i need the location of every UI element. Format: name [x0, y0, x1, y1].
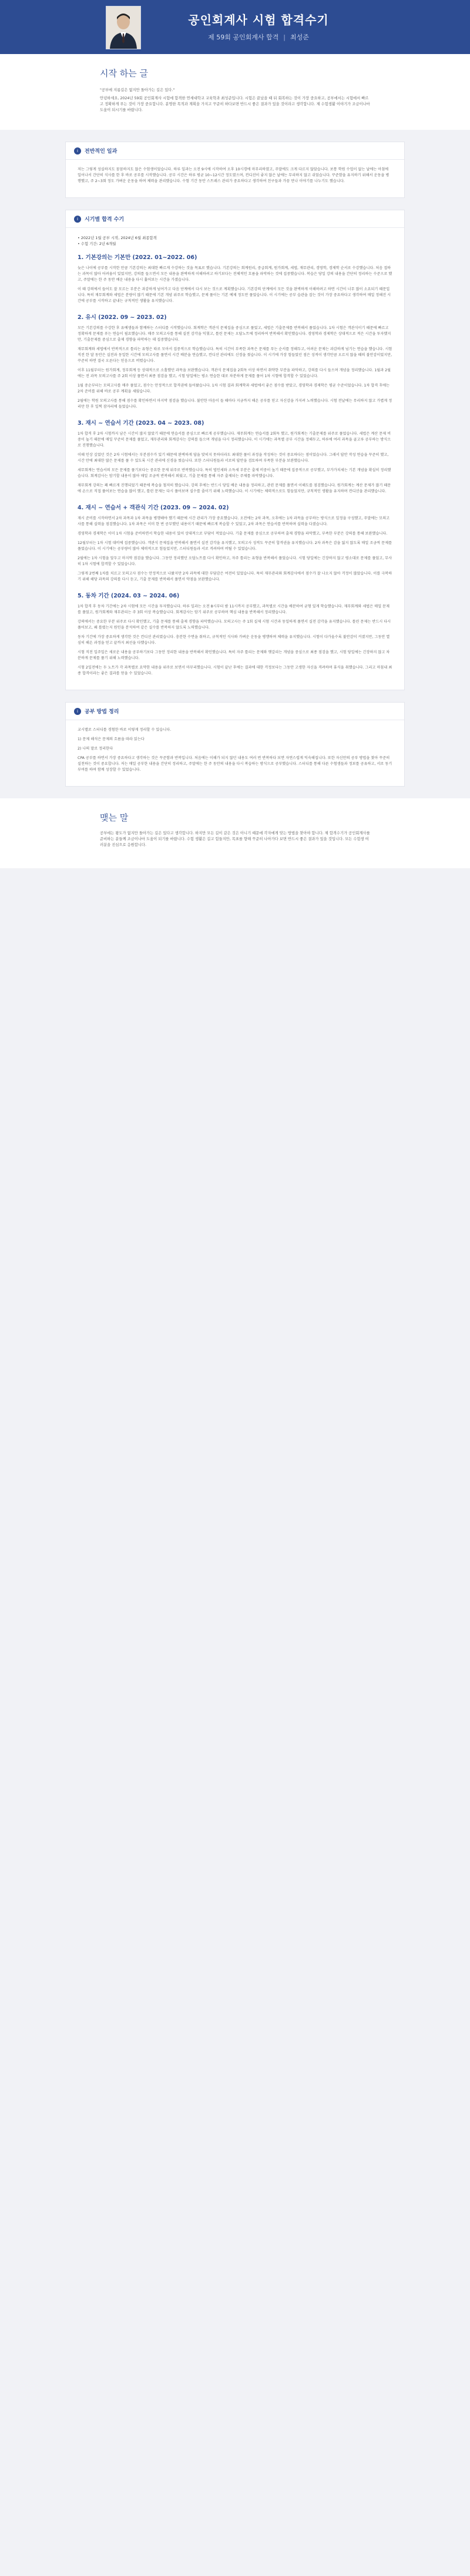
section-paragraph: 시험 직전 일주일은 새로운 내용을 공부하기보다 그동안 정리한 내용을 반복해서 확인했습니다. 특히 자주 틀리는 문제와 헷갈리는 개념을 중심으로 최종 점검을 했고, 시험 당일에는 긴장하지 않고 차분하게 문제를 풀기 위해 노력했습니다.	[78, 650, 390, 660]
section-paragraph: 강의에서는 중요한 부분 위주로 다시 확인했고, 기출 문제를 통해 출제 경향을 파악했습니다. 모의고사는 주 1회 실제 시험 시간과 동일하게 풀면서 실전 감각을 유지했습니다. 틀린 문제는 반드시 다시 풀어보고, 왜 틀렸는지 원인을 분석하여 같은 실수를 반복하지 않도록 노력했습니다.	[78, 620, 391, 630]
portrait-icon	[106, 6, 140, 49]
divider: |	[283, 33, 286, 41]
section-paragraph: 늦은 나이에 공부를 시작한 만큼 기본강의는 최대한 빠르게 수강하는 것을 목표로 했습니다. 기본강의는 회계원리, 중급회계, 원가회계, 세법, 재무관리, 경영학, 경제학 순서로 수강했습니다. 처음 접하는 과목이 많아 어려움이 있었지만, 강의를 들으면서 모든 내용을 완벽하게 이해하려고 하기보다는 전체적인 흐름을 파악하는 것에 집중했습니다. 복습은 당일 강의 내용을 간단히 정리하는 수준으로 했고, 주말에는 한 주 동안 배운 내용을 다시 훑어보는 시간을 가졌습니다.	[78, 266, 392, 282]
intro-paragraph: 안녕하세요, 2024년 59회 공인회계사 시험에 합격한 연세대학교 교육학과 최성준입니다. 시험은 끝났을 때 뒤 회복하는 것이 가장 중요하고, 공부에서는 시험에서 빠르고 정확하게 푸는 것이 가장 중요합니다. 분명한 목적과 계획을 가지고 꾸준히 하다보면 반드시 좋은 결과가 있을 것이라고 생각합니다. 제 수험생활 이야기가 조금이나마 도움이 되시기를 바랍니다.	[100, 96, 370, 112]
outro-heading: 맺는 말	[100, 812, 129, 823]
section-title: 1. 기본강의는 기본만 (2022. 01~2022. 06)	[78, 254, 197, 261]
author-photo	[106, 6, 141, 49]
intro-quote: "공부에 지름길은 없지만 돌아가는 길은 있다."	[100, 88, 175, 92]
outro-section	[0, 798, 470, 868]
section-paragraph: 이때 인상 깊었던 것은 2차 시험에서는 부분점수가 있기 때문에 완벽하게 답을 맞히지 못하더라도 최대한 풀이 과정을 작성하는 것이 중요하다는 점이었습니다. 그래서 답안 작성 연습을 꾸준히 했고, 시간 안에 최대한 많은 문제를 풀 수 있도록 시간 관리에 신경을 썼습니다. 또한 스터디원들과 서로의 답안을 검토하며 부족한 부분을 보완했습니다.	[78, 453, 389, 463]
card-header	[66, 210, 404, 228]
section-paragraph: 시험 2일전에는 두 노트가 각 과목별로 요약한 내용을 위주로 보면서 마무리했습니다. 시험이 끝난 후에는 결과에 대한 걱정보다는 그동안 고생한 자신을 격려하며 휴식을 취했습니다. 그리고 마침내 최종 합격이라는 좋은 결과를 얻을 수 있었습니다.	[78, 666, 392, 676]
card-header	[66, 142, 404, 160]
section-title: 2. 유시 (2022. 09 ~ 2023. 02)	[78, 314, 167, 321]
author-line	[153, 32, 364, 42]
timeline-card	[65, 210, 405, 690]
card-paragraph: 교시별로 스터디를 경험한 바로 이렇게 정리할 수 있습니다.	[78, 728, 172, 732]
section-paragraph: 12월부터는 1차 시험 대비에 집중했습니다. 객관식 문제집을 반복해서 풀면서 실전 감각을 유지했고, 모의고사 성적도 꾸준히 합격권을 유지했습니다. 2차 과목은 감을 잃지 않도록 매일 조금씩 문제를 풀었습니다. 이 시기에는 공부량이 많아 체력적으로 힘들었지만, 스터디원들과 서로 격려하며 버틸 수 있었습니다.	[78, 541, 392, 551]
section-paragraph: 1차 합격 후 2차 시험까지 남은 시간이 많지 않았기 때문에 연습서를 중심으로 빠르게 공부했습니다. 재무회계는 연습서를 2회독 했고, 원가회계는 기출문제를 위주로 풀었습니다. 세법은 계산 문제 비중이 높기 때문에 매일 꾸준히 문제를 풀었고, 재무관리와 회계감사는 강의를 들으며 개념을 다시 정리했습니다. 이 시기에는 과목별 공부 시간을 정해두고, 하루에 여러 과목을 골고루 공부하는 방식으로 진행했습니다.	[78, 432, 391, 448]
section-paragraph: 이후 11월부터는 원가회계, 정부회계 등 상대적으로 소홀했던 과목을 보완했습니다. 객관식 문제집을 2회독 이상 하면서 취약한 부분을 파악하고, 강의를 다시 들으며 개념을 정리했습니다. 1월과 2월에는 전 과목 모의고사를 주 2회 이상 풀면서 최종 점검을 했고, 시험 당일에는 평소 연습한 대로 차분하게 문제를 풀어 1차 시험에 합격할 수 있었습니다.	[78, 368, 391, 378]
meta-item: • 수험 기간: 2년 6개월	[78, 241, 116, 246]
intro-heading: 시작 하는 글	[100, 68, 148, 79]
study-method-card	[65, 702, 405, 787]
daily-routine-card	[65, 142, 405, 198]
section-paragraph: 그렇게 2번째 1차를 치르고 모의고사 점수는 안정적으로 나왔지만 2차 과목에 대한 부담감은 여전히 있었습니다. 특히 재무관리와 회계감사에서 점수가 잘 나오지 않아 걱정이 많았습니다. 이를 극복하기 위해 해당 과목의 강의를 다시 듣고, 기출 문제를 반복해서 풀면서 약점을 보완했습니다.	[78, 572, 392, 582]
info-circle-icon: i	[74, 708, 81, 715]
section-paragraph: 2월에는 1차 시험을 앞두고 마지막 점검을 했습니다. 그동안 정리했던 오답노트를 다시 확인하고, 자주 틀리는 유형을 반복해서 풀었습니다. 시험 당일에는 긴장하지 않고 평소대로 문제를 풀었고, 무사히 1차 시험에 합격할 수 있었습니다.	[78, 556, 392, 566]
intro-section	[0, 54, 470, 130]
card-body	[66, 228, 404, 690]
card-title: 전반적인 일과	[85, 149, 118, 155]
card-paragraph: 저는 그렇게 성실하지도 꼼꼼하지도 않은 수험생이었습니다. 하루 일과는 오전 9시에 시작하여 오후 10시경에 마무리하였고, 주말에도 크게 다르지 않았습니다. 보통 학원 수업이 없는 날에는 아침에 일어나서 간단히 식사를 한 후 바로 공부를 시작했습니다. 공부 시간은 하루 평균 10~12시간 정도였으며, 컨디션이 좋지 않은 날에는 무리하지 않고 쉬었습니다. 꾸준함을 유지하기 위해서 운동을 병행했고, 주 2~3회 정도 가벼운 운동을 하며 체력을 관리했습니다. 수험 기간 동안 스트레스 관리가 중요하다고 생각하여 친구들과 가끔 만나 이야기를 나누기도 했습니다.	[78, 167, 390, 183]
section-paragraph: 재무회계와 세법에서 반복적으로 틀리는 유형은 따로 모아서 집중적으로 학습했습니다. 특히 시간이 부족한 과목은 문제를 푸는 순서를 정해두고, 어려운 문제는 과감하게 넘기는 연습을 했습니다. 시험 직전 한 달 동안은 실전과 동일한 시간에 모의고사를 풀면서 시간 배분을 연습했고, 컨디션 관리에도 신경을 썼습니다. 이 시기에 가장 힘들었던 점은 성적이 생각만큼 오르지 않을 때의 불안감이었지만, 꾸준히 하면 결국 오른다는 믿음으로 버텼습니다.	[78, 347, 392, 363]
section-title: 4. 재시 ~ 연습서 + 객관식 기간 (2023. 09 ~ 2024. 02)	[78, 505, 229, 511]
section-paragraph: 재무회계 강의는 꽤 빠르게 진행되었기 때문에 복습을 철저히 했습니다. 강의 후에는 반드시 당일 배운 내용을 정리하고, 관련 문제를 풀면서 이해도를 점검했습니다. 원가회계는 계산 문제가 많기 때문에 손으로 직접 풀어보는 연습을 많이 했고, 틀린 문제는 다시 풀어보며 실수를 줄이기 위해 노력했습니다. 이 시기에는 체력적으로도 힘들었지만, 규칙적인 생활을 유지하며 컨디션을 관리했습니다.	[78, 483, 391, 493]
section-paragraph: 모든 기본강의를 수강한 후 유예생들과 함께하는 스터디를 시작했습니다. 회계학은 객관식 문제집을 중심으로 풀었고, 세법은 기출문제를 반복해서 풀었습니다. 1차 시험은 객관식이기 때문에 빠르고 정확하게 문제를 푸는 연습이 필요했습니다. 매주 모의고사를 통해 실전 감각을 익혔고, 틀린 문제는 오답노트에 정리하여 반복해서 확인했습니다. 경영학과 경제학은 상대적으로 적은 시간을 투자했지만, 기출문제를 중심으로 출제 경향을 파악하는 데 집중했습니다.	[78, 326, 391, 342]
card-paragraph: 1) 문제 해석은 문제의 흐름을 따라 읽는다	[78, 737, 145, 741]
info-circle-icon: i	[74, 216, 81, 223]
outro-paragraph: 공부에는 왕도가 없지만 돌아가는 길은 있다고 생각합니다. 하지만 모든 길이 같은 것은 아니기 때문에 각자에게 맞는 방법을 찾아야 합니다. 제 합격수기가 공인회계사를 준비하는 분들께 조금이나마 도움이 되기를 바랍니다. 수험 생활은 길고 힘들지만, 목표를 향해 꾸준히 나아가다 보면 반드시 좋은 결과가 있을 것입니다. 모든 수험생 여러분을 진심으로 응원합니다.	[100, 831, 370, 847]
pass-round: 제 59회 공인회계사 합격	[208, 33, 279, 41]
section-paragraph: 이 때 강의에서 들어도 잘 모르는 부분은 과감하게 넘어가고 다음 단계에서 다시 보는 것으로 계획했습니다. 기본강의 단계에서 모든 것을 완벽하게 이해하려고 하면 시간이 너무 많이 소요되기 때문입니다. 특히 재무회계와 세법은 분량이 많기 때문에 기본 개념 위주로 학습했고, 문제 풀이는 기본 예제 정도만 풀었습니다. 이 시기에는 공부 습관을 잡는 것이 가장 중요하다고 생각하여 매일 정해진 시간에 공부를 시작하고 끝내는 규칙적인 생활을 유지했습니다.	[78, 287, 391, 303]
section-title: 3. 재시 ~ 연습서 기간 (2023. 04 ~ 2023. 08)	[78, 420, 204, 426]
card-body	[66, 720, 404, 786]
card-title: 시기별 합격 수기	[85, 217, 125, 223]
card-paragraph: 2) 나의 말로 정리한다	[78, 747, 113, 751]
info-circle-icon: i	[74, 147, 81, 155]
author-name: 최성준	[290, 33, 309, 41]
card-paragraph: CPA 공부를 하면서 가장 중요하다고 생각하는 것은 꾸준함과 반복입니다. 처음에는 이해가 되지 않던 내용도 여러 번 반복하다 보면 자연스럽게 익숙해집니다. 또한 자신만의 공부 방법을 찾아 꾸준히 실천하는 것이 중요합니다. 저는 매일 공부한 내용을 간단히 정리하고, 주말에는 한 주 동안의 내용을 다시 복습하는 방식으로 공부했습니다. 스터디를 통해 다른 수험생들과 정보를 공유하고, 서로 동기부여를 하며 함께 성장할 수 있었습니다.	[78, 756, 392, 772]
section-paragraph: 경영학과 경제학은 이미 1차 시험을 준비하면서 학습한 내용이 있어 상대적으로 부담이 적었습니다. 기출 문제를 중심으로 공부하며 출제 경향을 파악했고, 부족한 부분은 강의를 통해 보완했습니다.	[78, 532, 388, 536]
card-body	[66, 160, 404, 197]
section-title: 5. 동차 기간 (2024. 03 ~ 2024. 06)	[78, 593, 180, 599]
section-paragraph: 1월 중순부터는 모의고사를 매주 풀었고, 점수는 안정적으로 합격권에 들어왔습니다. 1차 시험 결과 회계학과 세법에서 좋은 점수를 받았고, 경영학과 경제학은 평균 수준이었습니다. 1차 합격 후에는 2차 준비를 위해 바로 공부 계획을 세웠습니다.	[78, 384, 390, 394]
section-paragraph: 2월에는 학원 모의고사를 통해 점수를 확인하면서 마지막 점검을 했습니다. 불안한 마음이 들 때마다 지금까지 해온 공부를 믿고 자신감을 가지려 노력했습니다. 시험 전날에는 무리하지 않고 가볍게 정리만 한 후 일찍 잠자리에 들었습니다.	[78, 399, 392, 409]
page-title: 공인회계사 시험 합격수기	[188, 13, 329, 27]
section-paragraph: 1차 합격 후 동차 기간에는 2차 시험에 모든 시간을 투자했습니다. 하루 일과는 오전 8시부터 밤 11시까지 공부했고, 과목별로 시간을 배분하여 균형 있게 학습했습니다. 재무회계와 세법은 매일 문제를 풀었고, 원가회계와 재무관리는 주 3회 이상 복습했습니다. 회계감사는 암기 위주로 공부하며 핵심 내용을 반복해서 정리했습니다.	[78, 604, 390, 614]
card-header	[66, 703, 404, 720]
meta-list	[78, 235, 392, 247]
meta-item: • 2022년 1월 공부 시작, 2024년 6월 최종합격	[78, 236, 157, 240]
section-paragraph: 동차 기간에 가장 중요하게 생각한 것은 컨디션 관리였습니다. 충분한 수면을 취하고, 규칙적인 식사와 가벼운 운동을 병행하며 체력을 유지했습니다. 시험이 다가올수록 불안감이 커졌지만, 그동안 열심히 해온 과정을 믿고 끝까지 최선을 다했습니다.	[78, 635, 390, 645]
section-paragraph: 세무회계는 연습서의 모든 문제를 풀기보다는 중요한 문제 위주로 반복했습니다. 특히 법인세와 소득세 부분은 출제 비중이 높기 때문에 집중적으로 공부했고, 부가가치세는 기본 개념을 확실히 정리했습니다. 회계감사는 암기할 내용이 많아 매일 조금씩 반복해서 외웠고, 기출 문제를 통해 자주 출제되는 주제를 파악했습니다.	[78, 468, 391, 478]
hero-header	[0, 0, 470, 54]
section-paragraph: 재시 준비를 시작하면서 2차 과목과 1차 과목을 병행해야 했기 때문에 시간 관리가 가장 중요했습니다. 오전에는 2차 과목, 오후에는 1차 과목을 공부하는 방식으로 일정을 구성했고, 주말에는 모의고사를 통해 실력을 점검했습니다. 1차 과목은 이미 한 번 공부했던 내용이기 때문에 빠르게 복습할 수 있었고, 2차 과목은 연습서를 반복하며 실력을 다졌습니다.	[78, 516, 390, 526]
card-title: 공부 방법 정리	[85, 709, 119, 715]
